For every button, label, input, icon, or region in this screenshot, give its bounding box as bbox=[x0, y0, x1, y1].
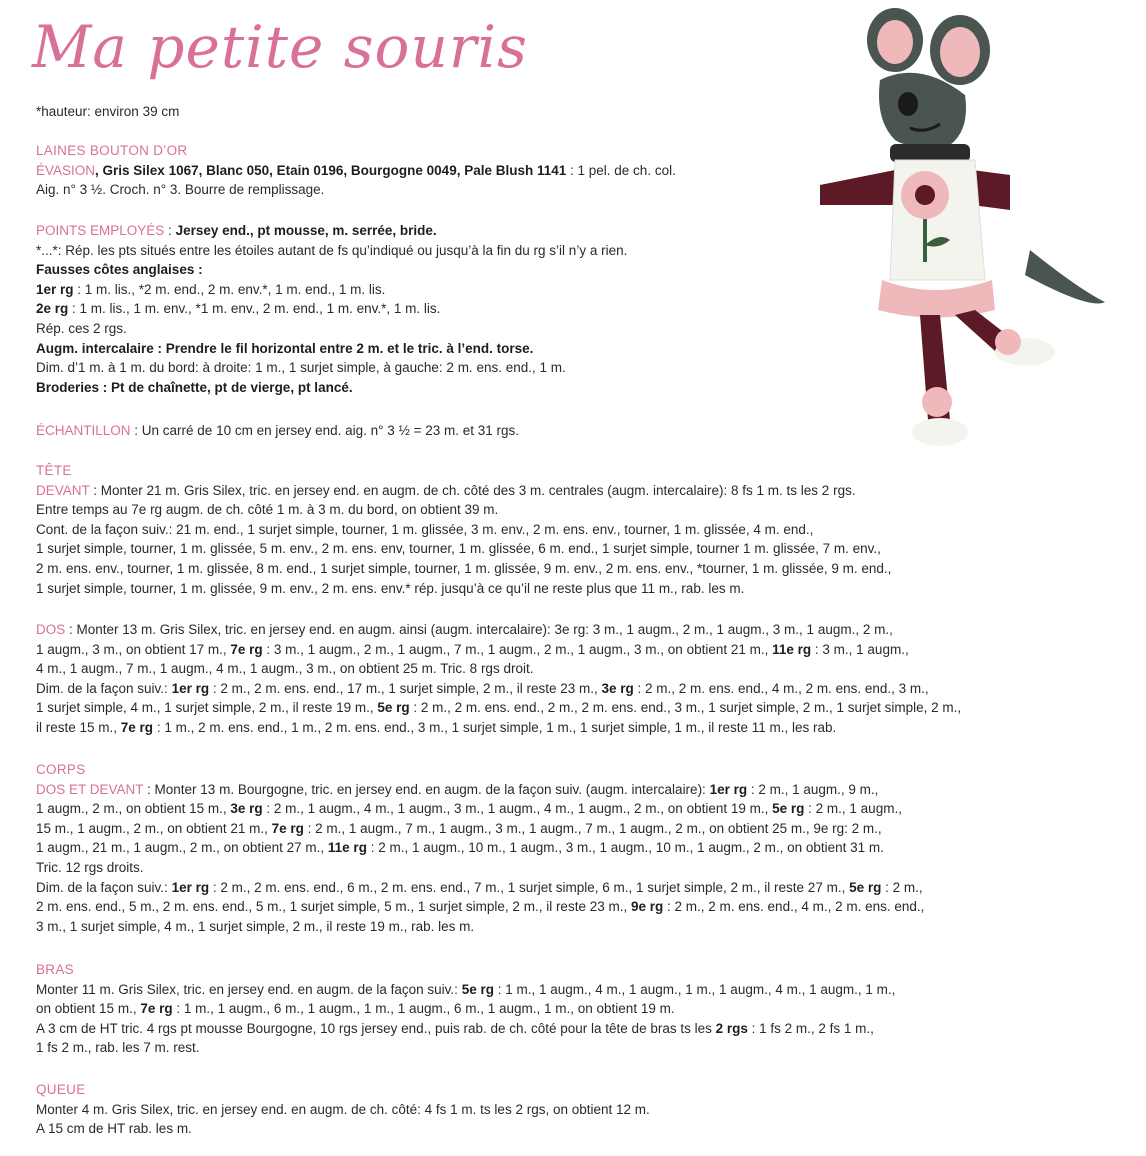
dos-line: 1 surjet simple, 4 m., 1 surjet simple, 2 m., il reste 19 m., 5e rg : 2 m., 2 m. ens. end., 2 m., 2 m. ens. end., 3 m., 1 surjet simple, 2 m., 1 surjet simple, 2 m., bbox=[36, 700, 962, 716]
corps-line: 15 m., 1 augm., 2 m., on obtient 21 m., 7e rg : 2 m., 1 augm., 7 m., 1 augm., 3 m., 1 augm., 7 m., 1 augm., 2 m., on obtient 25 m., 9e rg: 2 m., bbox=[36, 820, 882, 836]
section-tete bbox=[36, 461, 891, 598]
tete-line: Entre temps au 7e rg augm. de ch. côté 1 m. à 3 m. du bord, on obtient 39 m. bbox=[36, 502, 499, 518]
heading-dos: DOS bbox=[36, 622, 66, 637]
heading-devant: DEVANT bbox=[36, 482, 90, 498]
heading-queue: QUEUE bbox=[36, 1082, 86, 1097]
corps-line: 3 m., 1 surjet simple, 4 m., 1 surjet simple, 2 m., il reste 19 m., rab. les m. bbox=[36, 918, 475, 934]
knitted-mouse-image bbox=[800, 0, 1120, 470]
needles-line: Aig. n° 3 ½. Croch. n° 3. Bourre de remplissage. bbox=[36, 182, 325, 198]
dos-line: 1 augm., 3 m., on obtient 17 m., 7e rg : 3 m., 1 augm., 2 m., 1 augm., 7 m., 1 augm., 2 m., 1 augm., 3 m., on obtient 21 m., 11e rg : 3 m., 1 augm., bbox=[36, 641, 909, 657]
heading-corps: CORPS bbox=[36, 762, 86, 777]
dress-ruffle bbox=[878, 280, 995, 318]
dos-line: Dim. de la façon suiv.: 1er rg : 2 m., 2 m. ens. end., 17 m., 1 surjet simple, 2 m., il reste 23 m., 3e rg : 2 m., 2 m. ens. end., 4 m., 2 m. ens. end., 3 m., bbox=[36, 680, 929, 696]
yarn-quantity: : 1 pel. de ch. col. bbox=[566, 162, 676, 178]
corps-line: 1 augm., 21 m., 1 augm., 2 m., on obtient 27 m., 11e rg : 2 m., 1 augm., 10 m., 1 augm., 3 m., 1 augm., 10 m., 1 augm., 2 m., on obtient 31 m. bbox=[36, 840, 884, 856]
dos-line: DOS : Monter 13 m. Gris Silex, tric. en jersey end. en augm. ainsi (augm. intercalaire): 3e rg: 3 m., 1 augm., 2 m., 1 augm., 3 m., 1 augm., 2 m., bbox=[36, 622, 893, 637]
section-dos bbox=[36, 620, 961, 738]
corps-line: 1 augm., 2 m., on obtient 15 m., 3e rg : 2 m., 1 augm., 4 m., 1 augm., 3 m., 1 augm., 4 m., 1 augm., 2 m., on obtient 19 m., 5e rg : 2 m., 1 augm., bbox=[36, 801, 902, 817]
broderies-line: Broderies : Pt de chaînette, pt de vierge, pt lancé. bbox=[36, 379, 353, 395]
heading-laines: LAINES BOUTON D’OR bbox=[36, 143, 188, 158]
yarn-colors: , Gris Silex 1067, Blanc 050, Etain 0196, Bourgogne 0049, Pale Blush 1141 bbox=[95, 162, 567, 178]
section-queue bbox=[36, 1080, 650, 1139]
mouse-tail bbox=[1025, 250, 1105, 303]
section-corps bbox=[36, 760, 924, 936]
star-note: *...*: Rép. les pts situés entre les étoiles autant de fs qu’indiqué ou jusqu’à la fin du rg s’il n’y a rien. bbox=[36, 242, 628, 258]
tete-line: 1 surjet simple, tourner, 1 m. glissée, 9 m. env., 2 m. ens. env.* rép. jusqu’à ce qu’il ne reste plus que 11 m., rab. les m. bbox=[36, 580, 745, 596]
dim-line: Dim. d’1 m. à 1 m. du bord: à droite: 1 m., 1 surjet simple, à gauche: 2 m. ens. end., 1 m. bbox=[36, 360, 566, 376]
left-foot bbox=[912, 418, 968, 446]
bras-line: Monter 11 m. Gris Silex, tric. en jersey end. en augm. de la façon suiv.: 5e rg : 1 m., 1 augm., 4 m., 1 augm., 1 m., 1 augm., 4 m., 1 augm., 1 m., bbox=[36, 981, 896, 997]
section-points bbox=[36, 221, 627, 397]
repeat-line: Rép. ces 2 rgs. bbox=[36, 320, 127, 336]
heading-bras: BRAS bbox=[36, 962, 74, 977]
section-bras bbox=[36, 960, 895, 1058]
points-heading-line bbox=[36, 221, 627, 241]
rg2-line: 2e rg : 1 m. lis., 1 m. env., *1 m. env., 2 m. end., 1 m. env.*, 1 m. lis. bbox=[36, 301, 441, 317]
brand-name: ÉVASION bbox=[36, 162, 96, 178]
dos-line: 4 m., 1 augm., 7 m., 1 augm., 4 m., 1 augm., 3 m., on obtient 25 m. Tric. 8 rgs droit. bbox=[36, 661, 534, 677]
tete-line: 1 surjet simple, tourner, 1 m. glissée, 5 m. env., 2 m. ens. env, tourner, 1 m. glissée, 6 m. end., 1 surjet simple, tourner 1 m. glissée, 7 m. env., bbox=[36, 541, 881, 557]
mouse-nose bbox=[898, 92, 918, 116]
tete-line: 2 m. ens. env., tourner, 1 m. glissée, 8 m. end., 1 surjet simple, tourner, 1 m. glissée, 9 m. env., 2 m. ens. env., *tourner, 1 m. glissée, 9 m. end., bbox=[36, 560, 892, 576]
tete-line: DEVANT : Monter 21 m. Gris Silex, tric. en jersey end. en augm. de ch. côté des 3 m. centrales (augm. intercalaire): 8 fs 1 m. ts les 2 rgs. bbox=[36, 482, 856, 498]
augm-line: Augm. intercalaire : Prendre le fil horizontal entre 2 m. et le tric. à l’end. torse. bbox=[36, 340, 534, 356]
queue-line: Monter 4 m. Gris Silex, tric. en jersey end. en augm. de ch. côté: 4 fs 1 m. ts les 2 rgs, on obtient 12 m. bbox=[36, 1101, 650, 1117]
corps-line: DOS ET DEVANT : Monter 13 m. Bourgogne, tric. en jersey end. en augm. de la façon suiv. (augm. intercalaire): 1er rg : 2 m., 1 augm., 9 m., bbox=[36, 781, 879, 797]
queue-line: A 15 cm de HT rab. les m. bbox=[36, 1121, 192, 1137]
corps-line: Tric. 12 rgs droits. bbox=[36, 859, 144, 875]
points-sep: : bbox=[164, 223, 176, 238]
echantillon-line: ÉCHANTILLON : Un carré de 10 cm en jersey end. aig. n° 3 ½ = 23 m. et 31 rgs. bbox=[36, 423, 520, 438]
section-laines bbox=[36, 141, 676, 200]
points-list: Jersey end., pt mousse, m. serrée, bride. bbox=[175, 223, 437, 238]
corps-line: Dim. de la façon suiv.: 1er rg : 2 m., 2 m. ens. end., 6 m., 2 m. ens. end., 7 m., 1 surjet simple, 6 m., 1 surjet simple, 2 m., il reste 27 m., 5e rg : 2 m., bbox=[36, 879, 923, 895]
heading-dos-et-devant: DOS ET DEVANT bbox=[36, 781, 144, 797]
bras-line: 1 fs 2 m., rab. les 7 m. rest. bbox=[36, 1040, 200, 1056]
dos-line: il reste 15 m., 7e rg : 1 m., 2 m. ens. end., 1 m., 2 m. ens. end., 3 m., 1 surjet simple, 1 m., 1 surjet simple, 1 m., il reste 11 m., les rab. bbox=[36, 719, 837, 735]
tete-line: Cont. de la façon suiv.: 21 m. end., 1 surjet simple, tourner, 1 m. glissée, 3 m. env., 2 m. ens. env., tourner, 1 m. glissée, 4 m. end., bbox=[36, 521, 814, 537]
left-arm bbox=[820, 170, 900, 205]
heading-points: POINTS EMPLOYÉS bbox=[36, 223, 165, 238]
rg1-line: 1er rg : 1 m. lis., *2 m. end., 2 m. env.*, 1 m. end., 1 m. lis. bbox=[36, 281, 386, 297]
corps-line: 2 m. ens. end., 5 m., 2 m. ens. end., 5 m., 1 surjet simple, 5 m., 1 surjet simple, 2 m., il reste 23 m., 9e rg : 2 m., 2 m. ens. end., 4 m., 2 m. ens. end., bbox=[36, 899, 925, 915]
fausses-cotes-title: Fausses côtes anglaises : bbox=[36, 262, 203, 278]
heading-tete: TÊTE bbox=[36, 463, 72, 478]
section-echantillon bbox=[36, 421, 519, 441]
bras-line: A 3 cm de HT tric. 4 rgs pt mousse Bourgogne, 10 rgs jersey end., puis rab. de ch. côté pour la tête de bras ts les 2 rgs : 1 fs 2 m., 2 fs 1 m., bbox=[36, 1020, 874, 1036]
yarn-colors-line bbox=[36, 161, 676, 181]
heading-echantillon: ÉCHANTILLON bbox=[36, 423, 131, 438]
height-note: *hauteur: environ 39 cm bbox=[36, 104, 180, 119]
page-title: Ma petite souris bbox=[32, 13, 528, 81]
bras-line: on obtient 15 m., 7e rg : 1 m., 1 augm., 6 m., 1 augm., 1 m., 1 augm., 6 m., 1 augm., 1 m., on obtient 19 m. bbox=[36, 1001, 675, 1017]
